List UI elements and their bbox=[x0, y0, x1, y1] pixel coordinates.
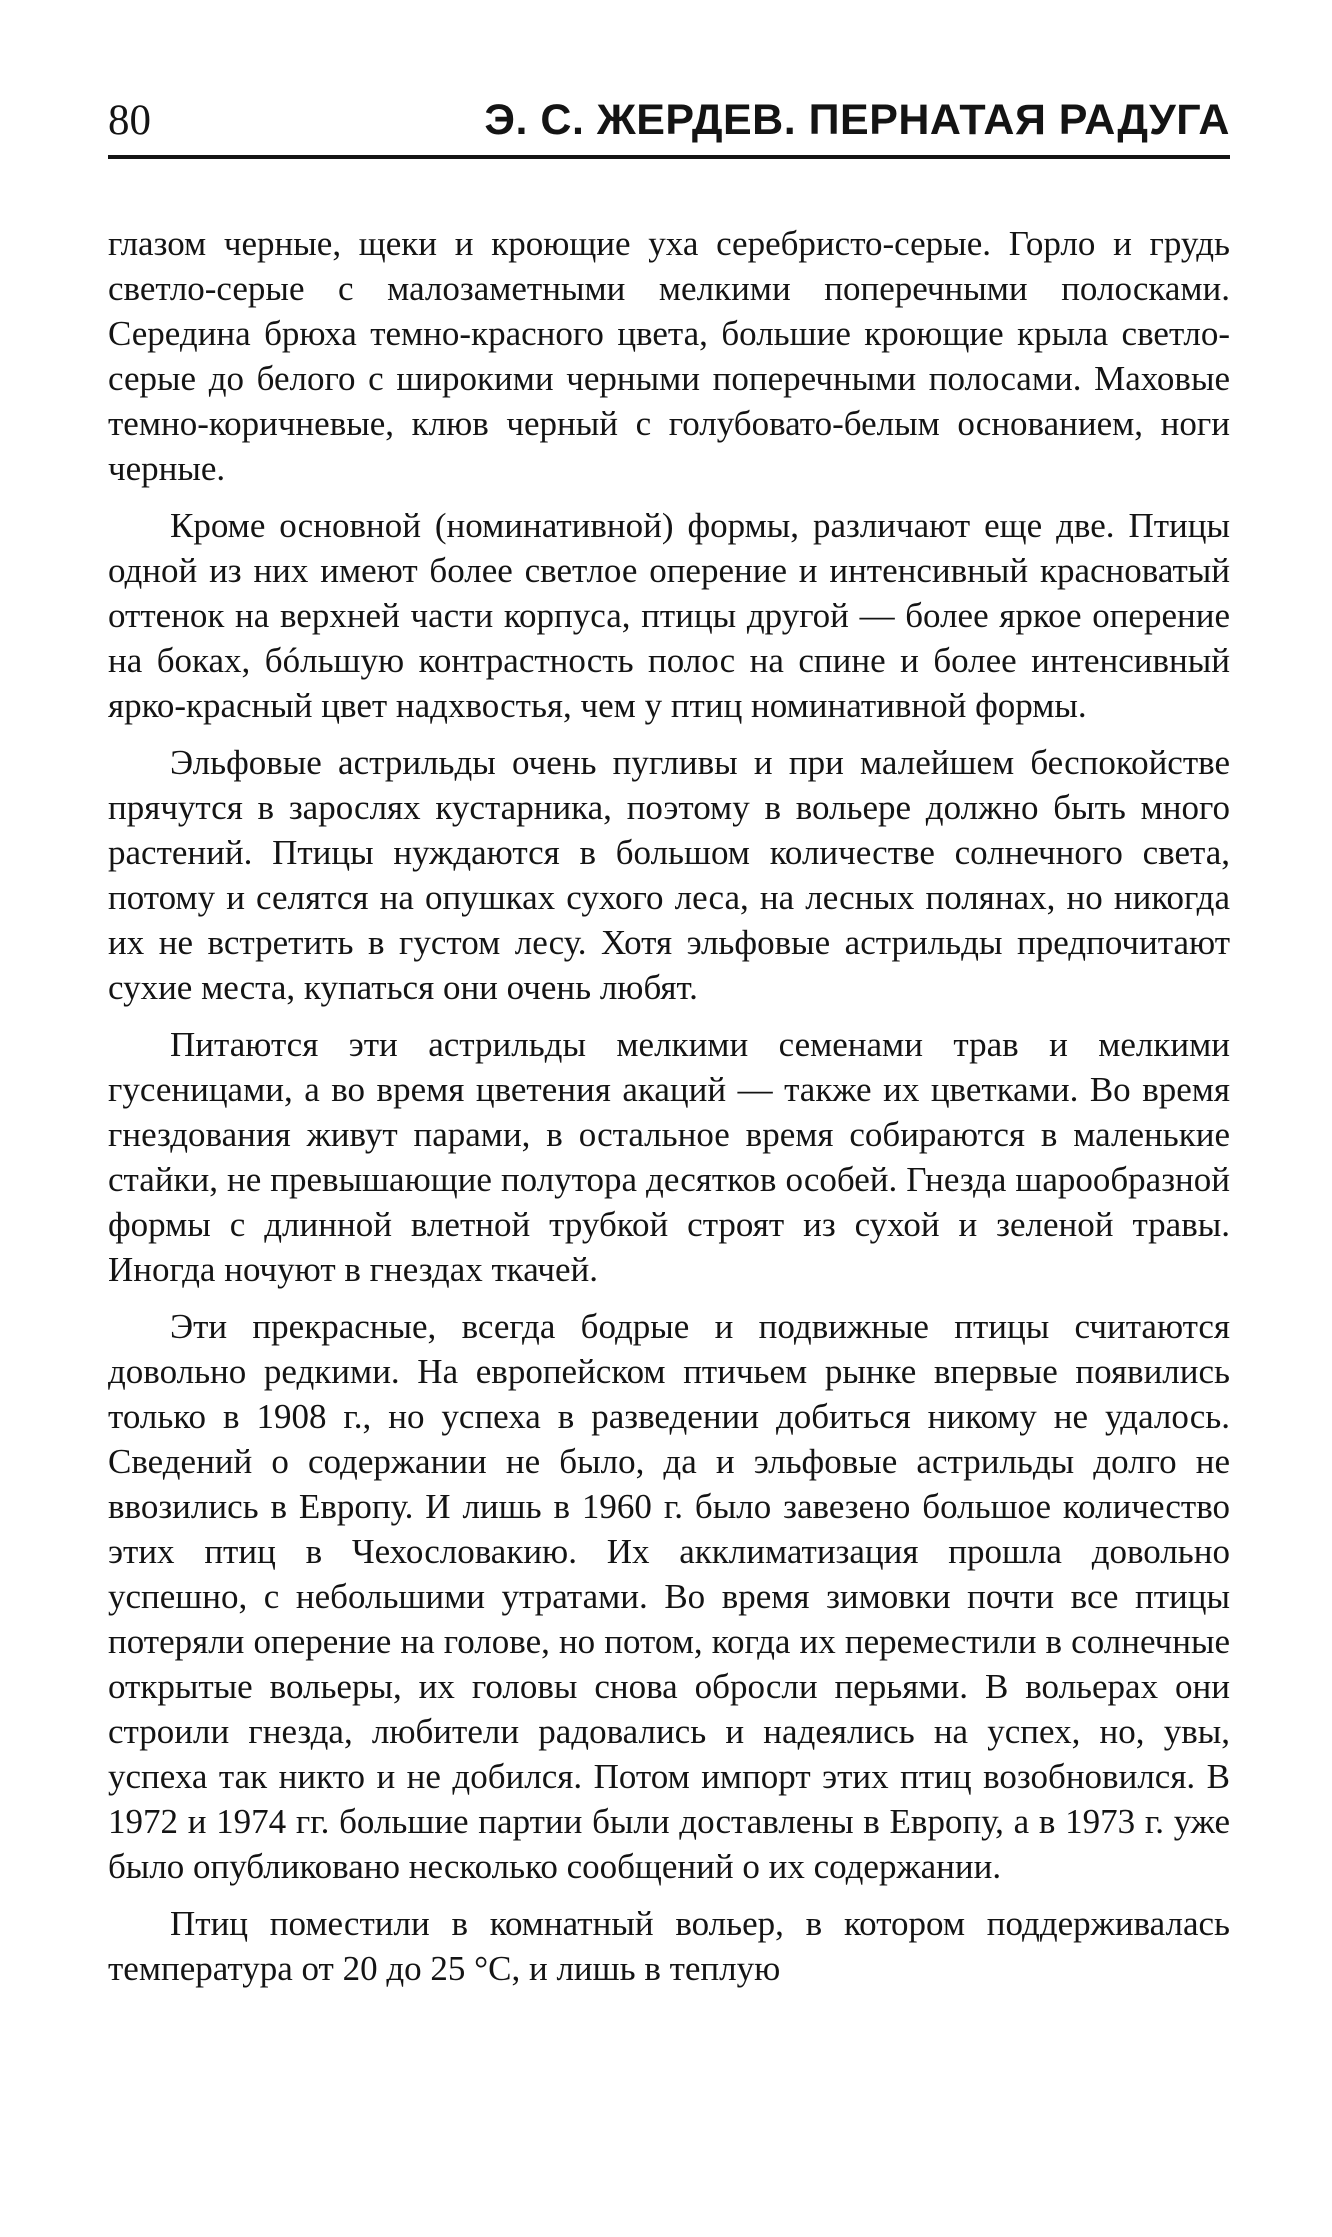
paragraph-1: глазом черные, щеки и кроющие уха серебристо-серые. Горло и грудь светло-серые с малозаметными мелкими поперечными полосками. Середина брюха темно-красного цвета, большие кроющие крыла светло-серые до белого с широкими черными поперечными полосами. Маховые темно-коричневые, клюв черный с голубовато-белым основанием, ноги черные. bbox=[108, 224, 1230, 488]
book-page bbox=[108, 92, 1230, 1991]
page-number: 80 bbox=[108, 97, 151, 144]
body-text bbox=[108, 221, 1230, 1991]
page-header bbox=[108, 92, 1230, 159]
paragraph-6: Птиц поместили в комнатный вольер, в котором поддерживалась температура от 20 до 25 °С, и лишь в теплую bbox=[108, 1904, 1230, 1988]
paragraph-3: Эльфовые астрильды очень пугливы и при малейшем беспокойстве прячутся в зарослях кустарника, поэтому в вольере должно быть много растений. Птицы нуждаются в большом количестве солнечного света, потому и селятся на опушках сухого леса, на лесных полянах, но никогда их не встретить в густом лесу. Хотя эльфовые астрильды предпочитают сухие места, купаться они очень любят. bbox=[108, 743, 1230, 1007]
paragraph-2: Кроме основной (номинативной) формы, различают еще две. Птицы одной из них имеют более светлое оперение и интенсивный красноватый оттенок на верхней части корпуса, птицы другой — более яркое оперение на боках, бóльшую контрастность полос на спине и более интенсивный ярко-красный цвет надхвостья, чем у птиц номинативной формы. bbox=[108, 506, 1230, 725]
paragraph-4: Питаются эти астрильды мелкими семенами трав и мелкими гусеницами, а во время цветения акаций — также их цветками. Во время гнездования живут парами, в остальное время собираются в маленькие стайки, не превышающие полутора десятков особей. Гнезда шарообразной формы с длинной влетной трубкой строят из сухой и зеленой травы. Иногда ночуют в гнездах ткачей. bbox=[108, 1025, 1230, 1289]
running-title: Э. С. ЖЕРДЕВ. ПЕРНАТАЯ РАДУГА bbox=[484, 96, 1230, 144]
paragraph-5: Эти прекрасные, всегда бодрые и подвижные птицы считаются довольно редкими. На европейском птичьем рынке впервые появились только в 1908 г., но успеха в разведении добиться никому не удалось. Сведений о содержании не было, да и эльфовые астрильды долго не ввозились в Европу. И лишь в 1960 г. было завезено большое количество этих птиц в Чехословакию. Их акклиматизация прошла довольно успешно, с небольшими утратами. Во время зимовки почти все птицы потеряли оперение на голове, но потом, когда их переместили в солнечные открытые вольеры, их головы снова обросли перьями. В вольерах они строили гнезда, любители радовались и надеялись на успех, но, увы, успеха так никто и не добился. Потом импорт этих птиц возобновился. В 1972 и 1974 гг. большие партии были доставлены в Европу, а в 1973 г. уже было опубликовано несколько сообщений о их содержании. bbox=[108, 1307, 1230, 1886]
